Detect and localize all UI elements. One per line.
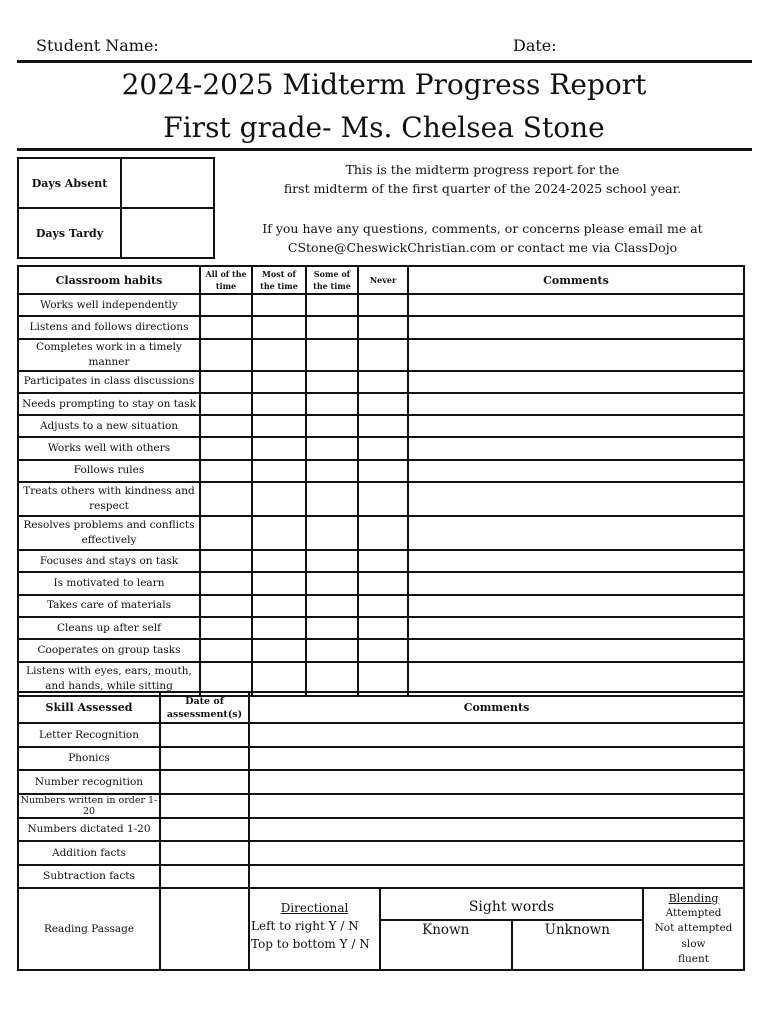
sight-words-columns [381, 919, 642, 969]
habit-row [18, 294, 744, 316]
habit-most-cell[interactable] [252, 550, 306, 572]
habit-some-cell[interactable] [306, 415, 358, 437]
days-absent-field[interactable] [121, 158, 214, 208]
blending-option-attempted[interactable]: Attempted [665, 906, 722, 919]
blending-cell [643, 888, 744, 970]
skill-date-cell[interactable] [160, 865, 249, 889]
skill-label: Phonics [18, 747, 160, 771]
habit-label: Follows rules [18, 460, 200, 482]
habit-most-cell[interactable] [252, 415, 306, 437]
skill-comments-cell[interactable] [249, 818, 744, 842]
skill-comments-cell[interactable] [249, 723, 744, 747]
days-tardy-label: Days Tardy [18, 208, 121, 258]
days-absent-row [18, 158, 214, 208]
sight-words-title: Sight words [468, 899, 555, 915]
habit-most-cell[interactable] [252, 617, 306, 639]
habit-row [18, 550, 744, 572]
habit-never-cell[interactable] [358, 617, 408, 639]
habit-most-cell[interactable] [252, 516, 306, 550]
habit-most-cell[interactable] [252, 393, 306, 415]
habit-some-cell[interactable] [306, 371, 358, 393]
skill-comments-cell[interactable] [249, 794, 744, 818]
habit-row [18, 617, 744, 639]
habits-header-some: Some of the time [306, 266, 358, 294]
habit-some-cell[interactable] [306, 437, 358, 459]
habit-all-cell[interactable] [200, 550, 252, 572]
habit-some-cell[interactable] [306, 572, 358, 594]
reading-passage-label: Reading Passage [18, 888, 160, 970]
reading-passage-date[interactable] [160, 888, 249, 970]
habit-most-cell[interactable] [252, 437, 306, 459]
habit-comments-cell[interactable] [408, 393, 744, 415]
habit-all-cell[interactable] [200, 639, 252, 661]
habit-all-cell[interactable] [200, 482, 252, 516]
habit-label: Needs prompting to stay on task [18, 393, 200, 415]
skills-header-skill: Skill Assessed [18, 692, 160, 723]
left-to-right-option[interactable]: Left to right Y / N [251, 919, 359, 933]
habit-row [18, 316, 744, 338]
report-subtitle: First grade- Ms. Chelsea Stone [163, 111, 605, 144]
skill-row [18, 865, 744, 889]
habit-all-cell[interactable] [200, 460, 252, 482]
skill-row [18, 747, 744, 771]
habit-all-cell[interactable] [200, 415, 252, 437]
habit-some-cell[interactable] [306, 316, 358, 338]
title-rule [17, 148, 752, 151]
habit-comments-cell[interactable] [408, 572, 744, 594]
habit-all-cell[interactable] [200, 294, 252, 316]
habit-row [18, 339, 744, 371]
skills-header-row [18, 692, 744, 723]
habit-some-cell[interactable] [306, 639, 358, 661]
sight-words-unknown[interactable]: Unknown [544, 922, 610, 938]
habit-never-cell[interactable] [358, 460, 408, 482]
habit-most-cell[interactable] [252, 595, 306, 617]
habit-row [18, 516, 744, 550]
skill-date-cell[interactable] [160, 747, 249, 771]
skill-comments-cell[interactable] [249, 841, 744, 865]
habit-all-cell[interactable] [200, 437, 252, 459]
skill-label: Addition facts [18, 841, 160, 865]
skill-row [18, 794, 744, 818]
habit-all-cell[interactable] [200, 595, 252, 617]
habit-most-cell[interactable] [252, 482, 306, 516]
days-tardy-field[interactable] [121, 208, 214, 258]
habit-some-cell[interactable] [306, 339, 358, 371]
habit-some-cell[interactable] [306, 460, 358, 482]
habits-header-most: Most of the time [252, 266, 306, 294]
habit-comments-cell[interactable] [408, 294, 744, 316]
habits-header-comments: Comments [408, 266, 744, 294]
skill-date-cell[interactable] [160, 723, 249, 747]
habit-row [18, 639, 744, 661]
habit-never-cell[interactable] [358, 316, 408, 338]
habit-comments-cell[interactable] [408, 437, 744, 459]
habit-most-cell[interactable] [252, 294, 306, 316]
habit-label: Participates in class discussions [18, 371, 200, 393]
skills-header-comments: Comments [249, 692, 744, 723]
habit-comments-cell[interactable] [408, 639, 744, 661]
habit-never-cell[interactable] [358, 516, 408, 550]
skill-date-cell[interactable] [160, 841, 249, 865]
habit-never-cell[interactable] [358, 572, 408, 594]
habit-some-cell[interactable] [306, 294, 358, 316]
habit-label: Takes care of materials [18, 595, 200, 617]
habit-some-cell[interactable] [306, 516, 358, 550]
skill-comments-cell[interactable] [249, 770, 744, 794]
skill-label: Letter Recognition [18, 723, 160, 747]
habit-label: Listens with eyes, ears, mouth, and hands, while sitting [18, 662, 200, 696]
intro-line-4: CStone@CheswickChristian.com or contact me via ClassDojo [287, 240, 678, 255]
habit-comments-cell[interactable] [408, 371, 744, 393]
habit-comments-cell[interactable] [408, 316, 744, 338]
habits-header-never: Never [358, 266, 408, 294]
habit-comments-cell[interactable] [408, 550, 744, 572]
blending-title: Blending [668, 891, 719, 905]
habit-label: Is motivated to learn [18, 572, 200, 594]
habit-row [18, 482, 744, 516]
habit-label: Treats others with kindness and respect [18, 482, 200, 516]
habit-never-cell[interactable] [358, 595, 408, 617]
habit-comments-cell[interactable] [408, 339, 744, 371]
directional-title: Directional [280, 901, 349, 915]
blending-option-slow[interactable]: slow [681, 937, 706, 950]
skill-date-cell[interactable] [160, 794, 249, 818]
habit-never-cell[interactable] [358, 415, 408, 437]
habit-never-cell[interactable] [358, 482, 408, 516]
habit-never-cell[interactable] [358, 639, 408, 661]
habit-all-cell[interactable] [200, 316, 252, 338]
habit-row [18, 460, 744, 482]
classroom-habits-table [17, 265, 745, 697]
habit-row [18, 371, 744, 393]
skills-header-date: Date of assessment(s) [160, 692, 249, 723]
blending-option-fluent[interactable]: fluent [678, 953, 709, 965]
habit-all-cell[interactable] [200, 617, 252, 639]
skill-row [18, 818, 744, 842]
habit-row [18, 393, 744, 415]
report-title: 2024-2025 Midterm Progress Report [121, 68, 647, 101]
habit-row [18, 572, 744, 594]
habit-comments-cell[interactable] [408, 415, 744, 437]
habits-header-row [18, 266, 744, 294]
habit-all-cell[interactable] [200, 371, 252, 393]
habit-label: Works well independently [18, 294, 200, 316]
skill-row [18, 770, 744, 794]
days-absent-label: Days Absent [18, 158, 121, 208]
intro-line-2: first midterm of the first quarter of the 2024-2025 school year. [283, 181, 682, 196]
sight-words-cell [380, 888, 643, 970]
habit-most-cell[interactable] [252, 572, 306, 594]
habits-header-habit: Classroom habits [18, 266, 200, 294]
habit-comments-cell[interactable] [408, 617, 744, 639]
habit-never-cell[interactable] [358, 371, 408, 393]
habit-comments-cell[interactable] [408, 516, 744, 550]
habit-label: Resolves problems and conflicts effectively [18, 516, 200, 550]
intro-line-3: If you have any questions, comments, or concerns please email me at [262, 221, 703, 236]
sight-words-known[interactable]: Known [381, 921, 513, 969]
habit-all-cell[interactable] [200, 572, 252, 594]
habit-all-cell[interactable] [200, 516, 252, 550]
habit-label: Completes work in a timely manner [18, 339, 200, 371]
student-name-label: Student Name: [36, 36, 159, 55]
habit-never-cell[interactable] [358, 437, 408, 459]
habit-comments-cell[interactable] [408, 595, 744, 617]
days-tardy-row [18, 208, 214, 258]
skill-label: Numbers written in order 1-20 [18, 794, 160, 818]
habit-some-cell[interactable] [306, 550, 358, 572]
habit-some-cell[interactable] [306, 482, 358, 516]
skill-label: Subtraction facts [18, 865, 160, 889]
habit-most-cell[interactable] [252, 339, 306, 371]
habit-row [18, 595, 744, 617]
habit-label: Adjusts to a new situation [18, 415, 200, 437]
habit-all-cell[interactable] [200, 393, 252, 415]
reading-passage-row [18, 888, 744, 970]
skill-date-cell[interactable] [160, 770, 249, 794]
habit-some-cell[interactable] [306, 595, 358, 617]
habit-most-cell[interactable] [252, 371, 306, 393]
date-label: Date: [513, 36, 557, 55]
top-to-bottom-option[interactable]: Top to bottom Y / N [251, 937, 370, 951]
habit-some-cell[interactable] [306, 617, 358, 639]
blending-option-not-attempted[interactable]: Not attempted [654, 922, 733, 934]
habit-never-cell[interactable] [358, 294, 408, 316]
habits-header-all: All of the time [200, 266, 252, 294]
skill-label: Numbers dictated 1-20 [18, 818, 160, 842]
skill-row [18, 723, 744, 747]
skill-row [18, 841, 744, 865]
habit-never-cell[interactable] [358, 393, 408, 415]
habit-comments-cell[interactable] [408, 460, 744, 482]
skills-table [17, 691, 745, 971]
habit-most-cell[interactable] [252, 316, 306, 338]
skill-comments-cell[interactable] [249, 865, 744, 889]
intro-line-1: This is the midterm progress report for the [345, 162, 620, 177]
habit-label: Cooperates on group tasks [18, 639, 200, 661]
habit-label: Works well with others [18, 437, 200, 459]
habit-label: Focuses and stays on task [18, 550, 200, 572]
habit-label: Cleans up after self [18, 617, 200, 639]
habit-most-cell[interactable] [252, 639, 306, 661]
skill-comments-cell[interactable] [249, 747, 744, 771]
habit-comments-cell[interactable] [408, 482, 744, 516]
habit-all-cell[interactable] [200, 339, 252, 371]
habit-row [18, 437, 744, 459]
skill-date-cell[interactable] [160, 818, 249, 842]
top-rule [17, 60, 752, 63]
habit-row [18, 415, 744, 437]
skill-label: Number recognition [18, 770, 160, 794]
habit-most-cell[interactable] [252, 460, 306, 482]
habit-label: Listens and follows directions [18, 316, 200, 338]
directional-cell [249, 888, 380, 970]
habit-never-cell[interactable] [358, 339, 408, 371]
attendance-table [17, 157, 215, 259]
habit-never-cell[interactable] [358, 550, 408, 572]
habit-some-cell[interactable] [306, 393, 358, 415]
